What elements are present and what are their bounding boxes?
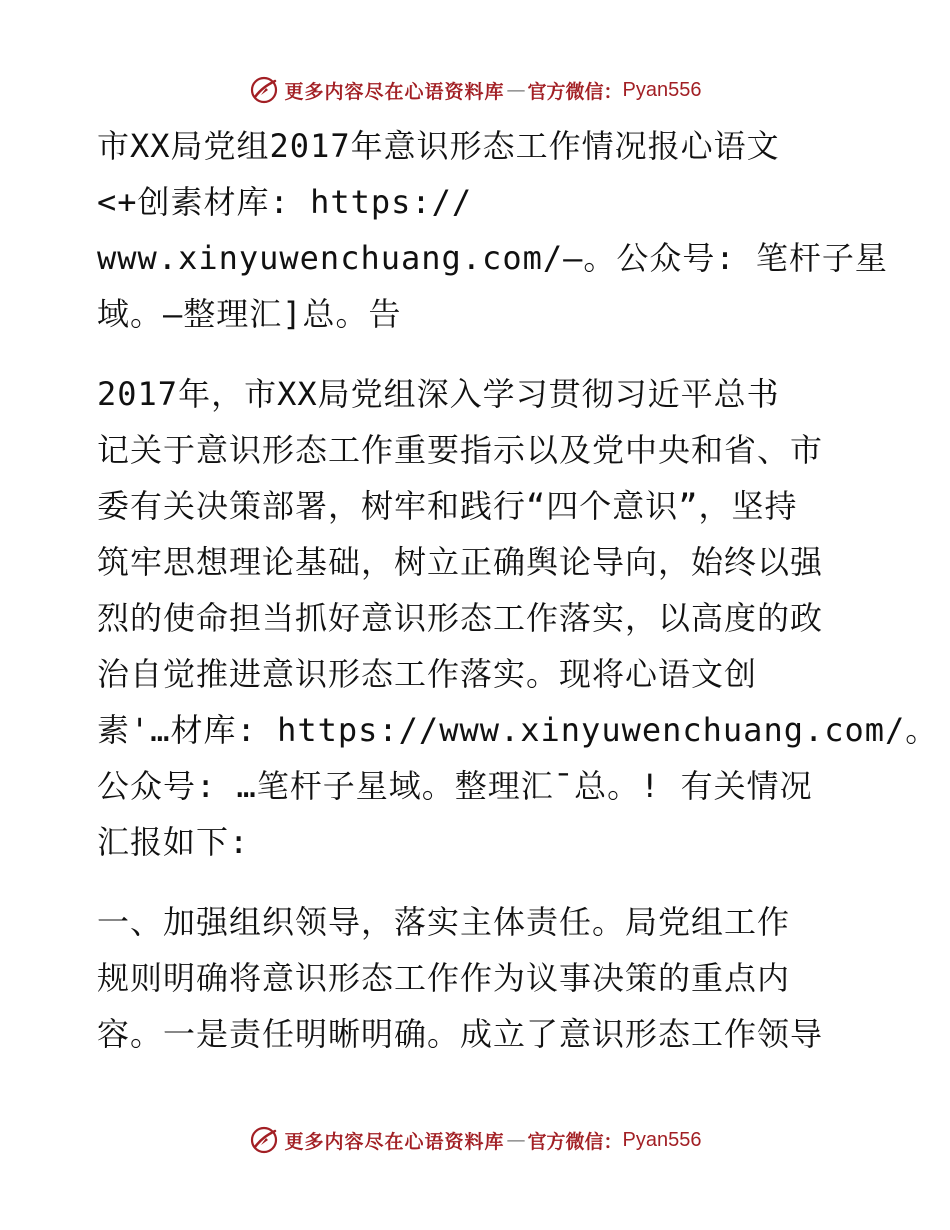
text-line: 公众号: …笔杆子星域。整理汇¯总。! 有关情况 bbox=[97, 767, 813, 805]
banner-wechat-id: Pyan556 bbox=[622, 1128, 702, 1151]
text-line: www.xinyuwenchuang.com/—。公众号: 笔杆子星 bbox=[97, 239, 888, 277]
paragraph-title bbox=[97, 118, 888, 342]
text-line: 容。一是责任明晰明确。成立了意识形态工作领导 bbox=[97, 1015, 824, 1053]
text-line: <+创素材库: https:// bbox=[97, 183, 473, 221]
text-line: 治自觉推进意识形态工作落实。现将心语文创 bbox=[97, 655, 758, 693]
paragraph-section-one bbox=[97, 894, 857, 1062]
banner-separator: — bbox=[506, 79, 526, 101]
text-line: 市XX局党组2017年意识形态工作情况报心语文 bbox=[97, 127, 780, 165]
paragraph-gap bbox=[97, 342, 857, 366]
paragraph-intro bbox=[97, 366, 939, 870]
banner-promo-text: 更多内容尽在心语资料库 bbox=[284, 1130, 505, 1153]
text-line: 规则明确将意识形态工作作为议事决策的重点内 bbox=[97, 959, 791, 997]
banner-separator: — bbox=[506, 1129, 526, 1151]
text-line: 2017年，市XX局党组深入学习贯彻习近平总书 bbox=[97, 375, 780, 413]
text-line: 素'…材库: https://www.xinyuwenchuang.com/。 bbox=[97, 711, 939, 749]
pen-swirl-logo-icon bbox=[249, 1125, 279, 1155]
pen-swirl-logo-icon bbox=[249, 75, 279, 105]
text-line: 汇报如下: bbox=[97, 823, 250, 861]
banner-wechat-id: Pyan556 bbox=[622, 78, 702, 101]
banner-wechat-label: 官方微信： bbox=[527, 1130, 623, 1153]
text-line: 烈的使命担当抓好意识形态工作落实，以高度的政 bbox=[97, 599, 824, 637]
banner-promo-text: 更多内容尽在心语资料库 bbox=[284, 80, 505, 103]
footer-banner bbox=[0, 1120, 950, 1160]
banner-wechat-label: 官方微信： bbox=[527, 80, 623, 103]
text-line: 筑牢思想理论基础，树立正确舆论导向，始终以强 bbox=[97, 543, 824, 581]
text-line: 一、加强组织领导，落实主体责任。局党组工作 bbox=[97, 903, 791, 941]
paragraph-gap bbox=[97, 870, 857, 894]
text-line: 域。—整理汇]总。告 bbox=[97, 295, 402, 333]
document-body bbox=[97, 118, 939, 1062]
header-banner bbox=[0, 70, 950, 110]
text-line: 委有关决策部署，树牢和践行“四个意识”，坚持 bbox=[97, 487, 798, 525]
text-line: 记关于意识形态工作重要指示以及党中央和省、市 bbox=[97, 431, 824, 469]
